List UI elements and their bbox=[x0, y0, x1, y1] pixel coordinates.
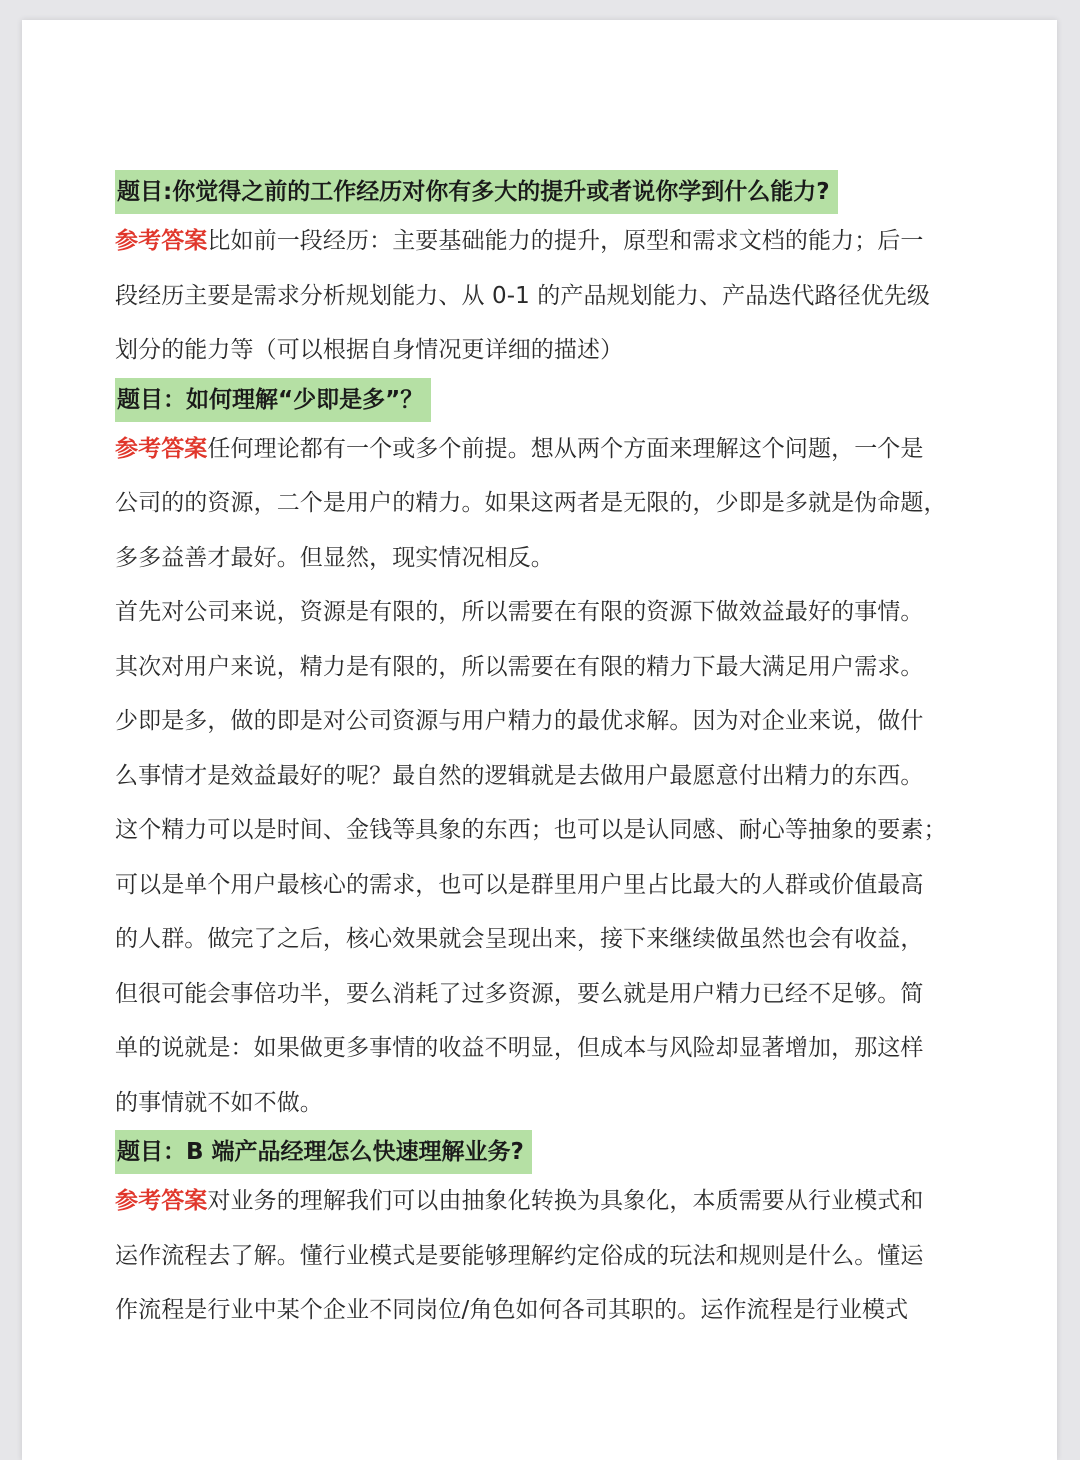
answer-line: 少即是多，做的即是对公司资源与用户精力的最优求解。因为对企业来说，做什 bbox=[115, 708, 924, 734]
answer-line: 单的说就是：如果做更多事情的收益不明显，但成本与风险却显著增加，那这样 bbox=[115, 1035, 924, 1061]
question-heading: 题目：B 端产品经理怎么快速理解业务? bbox=[115, 1130, 532, 1174]
answer-line: 参考答案比如前一段经历：主要基础能力的提升，原型和需求文档的能力；后一 bbox=[115, 228, 924, 254]
answer-line: 运作流程去了解。懂行业模式是要能够理解约定俗成的玩法和规则是什么。懂运 bbox=[115, 1242, 924, 1269]
answer-label: 参考答案 bbox=[115, 435, 208, 462]
answer-line: 多多益善才最好。但显然，现实情况相反。 bbox=[115, 544, 554, 571]
answer-line: 首先对公司来说，资源是有限的，所以需要在有限的资源下做效益最好的事情。 bbox=[115, 599, 924, 625]
answer-line: 的事情就不如不做。 bbox=[115, 1089, 323, 1116]
answer-line: 参考答案对业务的理解我们可以由抽象化转换为具象化，本质需要从行业模式和 bbox=[115, 1188, 924, 1214]
answer-line: 这个精力可以是时间、金钱等具象的东西；也可以是认同感、耐心等抽象的要素； bbox=[115, 817, 947, 843]
qa-section-3 bbox=[115, 1130, 975, 1338]
answer-line: 的人群。做完了之后，核心效果就会呈现出来，接下来继续做虽然也会有收益， bbox=[115, 926, 924, 952]
answer-line: 么事情才是效益最好的呢？最自然的逻辑就是去做用户最愿意付出精力的东西。 bbox=[115, 762, 924, 789]
qa-section-1 bbox=[115, 170, 975, 378]
answer-label: 参考答案 bbox=[115, 228, 208, 254]
answer-line: 可以是单个用户最核心的需求，也可以是群里用户里占比最大的人群或价值最高 bbox=[115, 871, 924, 898]
question-heading: 题目:你觉得之前的工作经历对你有多大的提升或者说你学到什么能力? bbox=[115, 170, 838, 214]
answer-line: 但很可能会事倍功半，要么消耗了过多资源，要么就是用户精力已经不足够。简 bbox=[115, 980, 924, 1007]
answer-line: 其次对用户来说，精力是有限的，所以需要在有限的精力下最大满足用户需求。 bbox=[115, 653, 924, 680]
answer-line: 段经历主要是需求分析规划能力、从 0-1 的产品规划能力、产品迭代路径优先级 bbox=[115, 282, 930, 309]
document-page bbox=[22, 20, 1057, 1460]
answer-line: 作流程是行业中某个企业不同岗位/角色如何各司其职的。运作流程是行业模式 bbox=[115, 1297, 909, 1323]
answer-line: 公司的的资源，二个是用户的精力。如果这两者是无限的，少即是多就是伪命题， bbox=[115, 490, 947, 516]
question-heading: 题目：如何理解“少即是多”？ bbox=[115, 378, 431, 422]
answer-line: 参考答案任何理论都有一个或多个前提。想从两个方面来理解这个问题，一个是 bbox=[115, 435, 924, 462]
qa-section-2 bbox=[115, 378, 975, 1131]
document-content bbox=[115, 170, 975, 1338]
answer-line: 划分的能力等（可以根据自身情况更详细的描述） bbox=[115, 337, 624, 363]
answer-label: 参考答案 bbox=[115, 1188, 208, 1214]
